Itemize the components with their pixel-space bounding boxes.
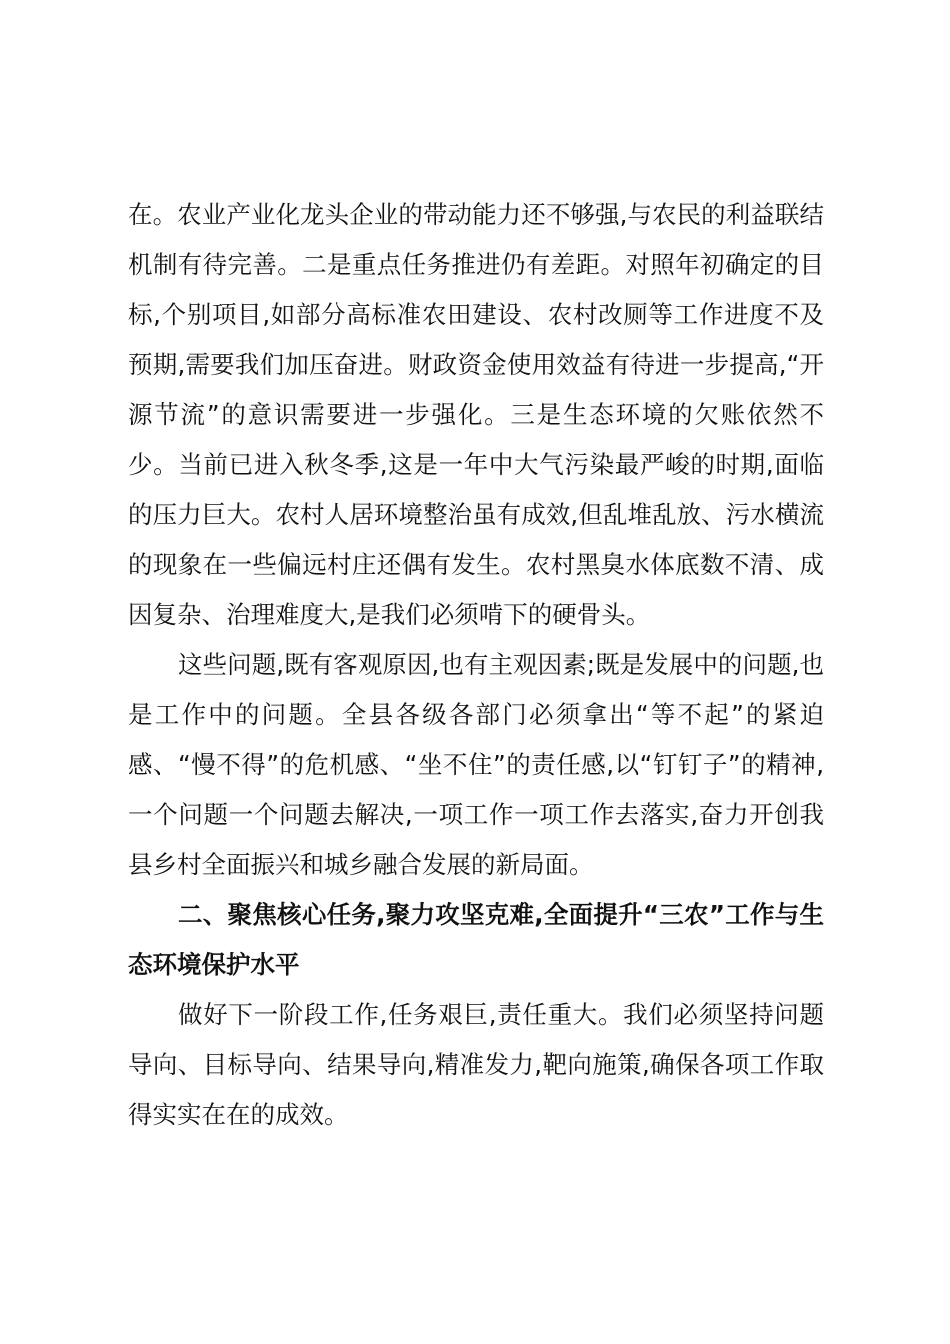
section-heading: 二、聚焦核心任务,聚力攻坚克难,全面提升“三农”工作与生态环境保护水平 (128, 900, 824, 979)
document-body (128, 190, 824, 1140)
paragraph-next-stage: 做好下一阶段工作,任务艰巨,责任重大。我们必须坚持问题导向、目标导向、结果导向,精准发力,靶向施策,确保各项工作取得实实在在的成效。 (128, 1000, 824, 1129)
paragraph-continuation: 在。农业产业化龙头企业的带动能力还不够强,与农民的利益联结机制有待完善。二是重点任务推进仍有差距。对照年初确定的目标,个别项目,如部分高标准农田建设、农村改厕等工作进度不及预期,需要我们加压奋进。财政资金使用效益有待进一步提高,“开源节流”的意识需要进一步强化。三是生态环境的欠账依然不少。当前已进入秋冬季,这是一年中大气污染最严峻的时期,面临的压力巨大。农村人居环境整治虽有成效,但乱堆乱放、污水横流的现象在一些偏远村庄还偶有发生。农村黑臭水体底数不清、成因复杂、治理难度大,是我们必须啃下的硬骨头。 (128, 200, 824, 629)
paragraph-problems-analysis: 这些问题,既有客观原因,也有主观因素;既是发展中的问题,也是工作中的问题。全县各级各部门必须拿出“等不起”的紧迫感、“慢不得”的危机感、“坐不住”的责任感,以“钉钉子”的精神,一个问题一个问题去解决,一项工作一项工作去落实,奋力开创我县乡村全面振兴和城乡融合发展的新局面。 (128, 650, 824, 879)
